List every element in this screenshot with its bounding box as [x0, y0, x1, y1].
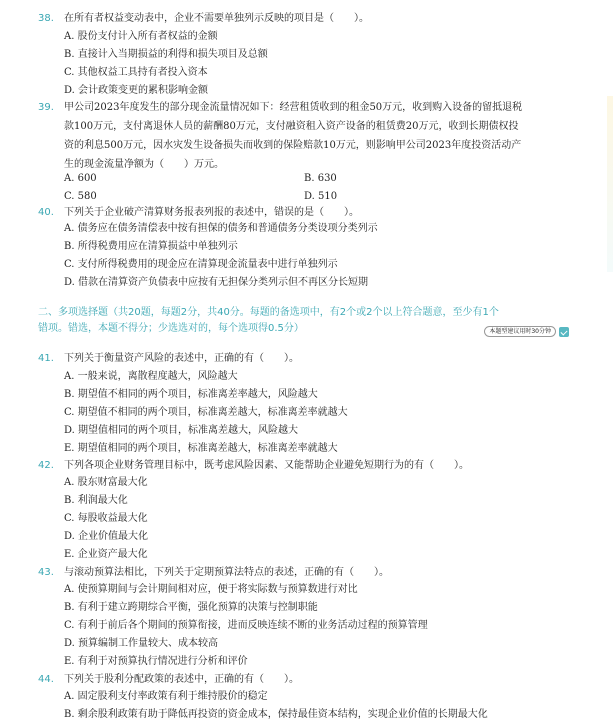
check-icon: [559, 327, 569, 337]
option-c: C. 期望值不相同的两个项目，标准离差越大，标准离差率就越大: [64, 407, 348, 418]
option-c: C. 支付所得税费用的现金应在清算现金流量表中进行单独列示: [64, 259, 338, 270]
option-b: B. 有利于建立跨期综合平衡，强化预算的决策与控制职能: [64, 602, 318, 613]
question-number: 41.: [38, 353, 54, 364]
option-e: E. 有利于对预算执行情况进行分析和评价: [64, 656, 248, 667]
option-b: B. 期望值不相同的两个项目，标准离差率越大，风险越大: [64, 389, 318, 400]
option-a: A. 固定股利支付率政策有利于维持股价的稳定: [64, 691, 268, 702]
option-a: A. 股份支付计入所有者权益的金额: [64, 31, 218, 42]
option-c: C. 其他权益工具持有者投入资本: [64, 67, 208, 78]
question-stem: 下列各项企业财务管理目标中，既考虑风险因素、又能帮助企业避免短期行为的有（ ）。: [64, 460, 469, 471]
question-44: [40, 673, 573, 687]
question-stem: 下列关于衡量资产风险的表述中，正确的有（ ）。: [64, 353, 299, 364]
page-edge-tab: [607, 96, 613, 272]
option-a: A. 股东财富最大化: [64, 477, 148, 488]
option-b: B. 630: [304, 173, 337, 184]
question-stem-line: 甲公司2023年度发生的部分现金流量情况如下：经营租赁收到的租金50万元，收到购入设备的留抵退税: [64, 102, 523, 113]
question-39-options: [64, 170, 573, 206]
option-a: A. 债务应在债务清偿表中按有担保的债务和普通债务分类设项分类列示: [64, 223, 378, 234]
question-stem-line: 生的现金流量净额为（ ）万元。: [64, 159, 224, 170]
option-d: D. 会计政策变更的累积影响金额: [64, 85, 209, 96]
question-39: [40, 98, 573, 174]
question-stem: 下列关于企业破产清算财务报表列报的表述中，错误的是（ ）。: [64, 207, 359, 218]
question-stem: 与滚动预算法相比，下列关于定期预算法特点的表述，正确的有（ ）。: [64, 567, 389, 578]
question-44-options: [64, 688, 573, 724]
option-b: B. 直接计入当期损益的利得和损失项目及总额: [64, 49, 268, 60]
section-header-line: 错项。错选，本题不得分；少选选对的，每个选项得0.5分）: [38, 323, 304, 334]
option-d: D. 借款在清算资产负债表中应按有无担保分类列示但不再区分长短期: [64, 277, 369, 288]
question-38-options: [64, 28, 573, 100]
option-d: D. 预算编制工作量较大、成本较高: [64, 638, 219, 649]
option-b: B. 利润最大化: [64, 495, 128, 506]
question-number: 44.: [38, 674, 54, 685]
question-42-options: [64, 474, 573, 564]
option-b: B. 剩余股利政策有助于降低再投资的资金成本，保持最佳资本结构，实现企业价值的长期最大化: [64, 709, 488, 720]
question-number: 42.: [38, 460, 54, 471]
option-e: E. 期望值相同的两个项目，标准离差越大，标准离差率就越大: [64, 443, 338, 454]
question-stem-line: 资的利息500万元，因水灾发生设备损失而收到的保险赔款10万元，则影响甲公司2023年度投资活动产: [64, 140, 522, 151]
question-stem: 下列关于股利分配政策的表述中，正确的有（ ）。: [64, 674, 299, 685]
option-c: C. 每股收益最大化: [64, 513, 148, 524]
question-number: 43.: [38, 567, 54, 578]
question-43: [40, 566, 573, 580]
question-38: [40, 12, 573, 26]
question-42: [40, 459, 573, 473]
question-41: [40, 352, 573, 366]
option-d: D. 企业价值最大化: [64, 531, 149, 542]
option-a: A. 一般来说，离散程度越大，风险越大: [64, 371, 238, 382]
question-number: 40.: [38, 207, 54, 218]
question-43-options: [64, 581, 573, 671]
question-40-options: [64, 220, 573, 292]
question-stem-line: 款100万元，支付离退休人员的薪酬80万元，支付融资租入资产设备的租赁费20万元，收到长期债权投: [64, 121, 519, 132]
option-d: D. 510: [304, 191, 338, 202]
question-41-options: [64, 368, 573, 458]
section-header-line: 二、多项选择题（共20题，每题2分，共40分。每题的备选项中，有2个或2个以上符合题意，至少有1个: [38, 307, 499, 318]
option-a: A. 使预算期间与会计期间相对应，便于将实际数与预算数进行对比: [64, 584, 358, 595]
time-hint: [484, 326, 569, 337]
option-b: B. 所得税费用应在清算损益中单独列示: [64, 241, 238, 252]
option-c: C. 有利于前后各个期间的预算衔接，进而反映连续不断的业务活动过程的预算管理: [64, 620, 428, 631]
option-d: D. 期望值相同的两个项目，标准离差越大，风险越大: [64, 425, 299, 436]
question-number: 38.: [38, 13, 54, 24]
question-40: [40, 206, 573, 220]
option-e: E. 企业资产最大化: [64, 549, 148, 560]
time-hint-label: 本题型建议用时30分钟: [484, 326, 556, 337]
option-c: C. 580: [64, 191, 97, 202]
option-a: A. 600: [64, 173, 97, 184]
question-number: 39.: [38, 102, 54, 113]
question-stem: 在所有者权益变动表中，企业不需要单独列示反映的项目是（ ）。: [64, 13, 369, 24]
